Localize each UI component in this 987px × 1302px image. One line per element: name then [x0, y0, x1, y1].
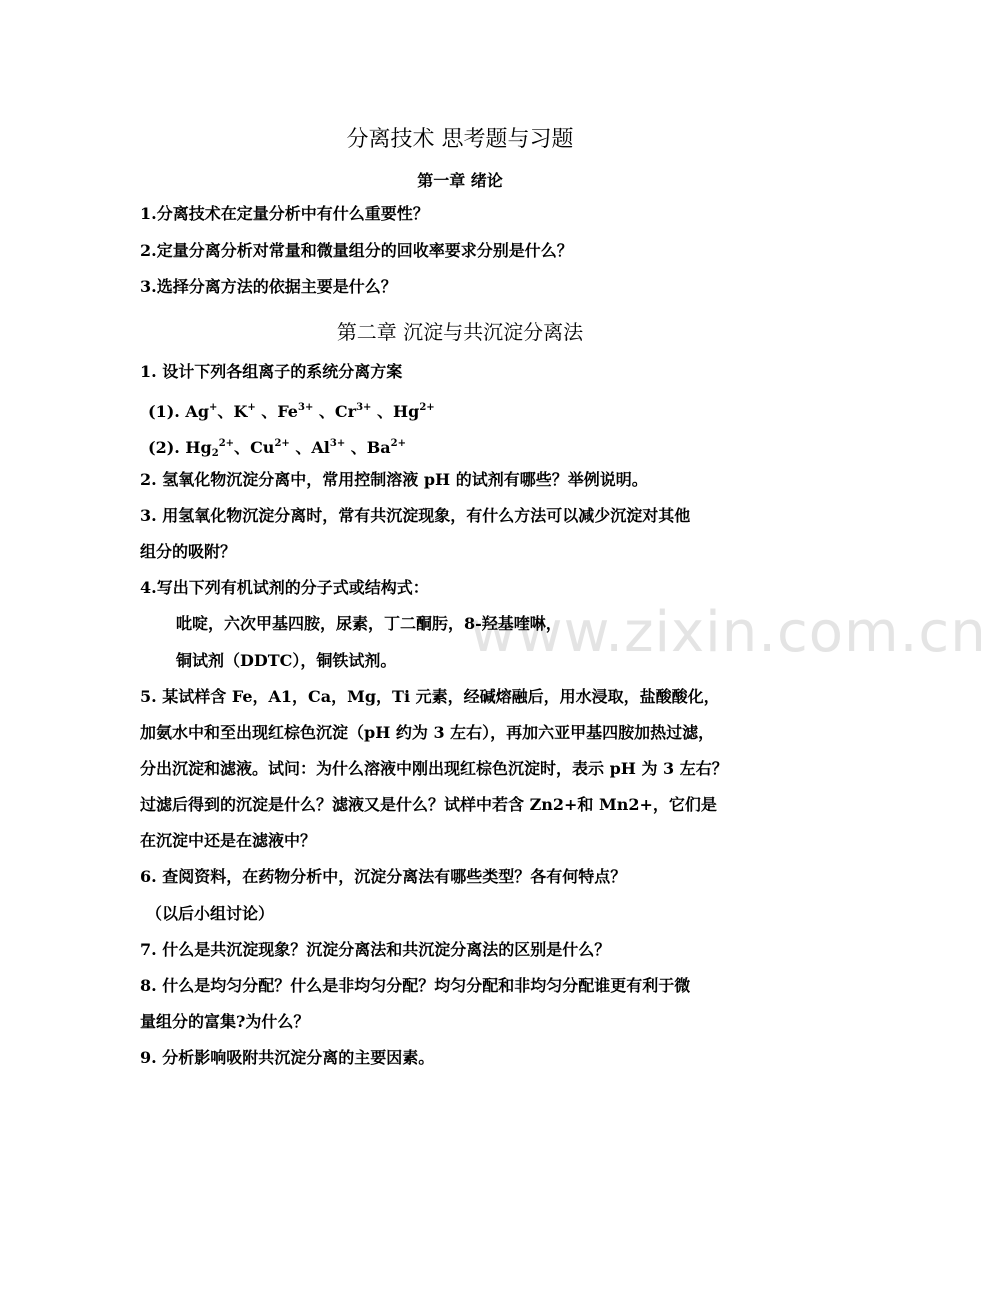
separator: 、 [345, 438, 367, 457]
chapter2-question-8-line-1: 8. 什么是均匀分配？什么是非均匀分配？均匀分配和非均匀分配谁更有利于微 [140, 976, 691, 995]
ion: Fe [277, 402, 298, 421]
chapter2-question-3-line-1: 3. 用氢氧化物沉淀分离时，常有共沉淀现象，有什么方法可以减少沉淀对其他 [140, 506, 691, 525]
ion: K [233, 402, 248, 421]
ion-charge: 2+ [274, 438, 290, 449]
ion-group-1 [148, 398, 798, 422]
ion-group-1-label: (1). [148, 402, 186, 421]
ion-charge: + [247, 402, 256, 413]
ion: Ag [185, 402, 210, 421]
chapter1-question-1: 1.分离技术在定量分析中有什么重要性？ [140, 204, 429, 223]
separator: 、 [371, 402, 393, 421]
chapter1-question-2: 2.定量分离分析对常量和微量组分的回收率要求分别是什么？ [140, 241, 573, 260]
chapter2-question-5-line-3: 分出沉淀和滤液。试问：为什么溶液中刚出现红棕色沉淀时，表示 pH 为 3 左右？ [140, 759, 728, 778]
ion: Hg [185, 438, 212, 457]
chapter2-heading: 第二章 沉淀与共沉淀分离法 [336, 320, 584, 344]
chapter2-question-9: 9. 分析影响吸附共沉淀分离的主要因素。 [140, 1048, 435, 1067]
chapter2-question-5-line-4: 过滤后得到的沉淀是什么？滤液又是什么？试样中若含 Zn2+和 Mn2+，它们是 [140, 795, 717, 814]
chapter2-question-8-line-2: 量组分的富集?为什么？ [140, 1012, 310, 1031]
chapter1-question-3: 3.选择分离方法的依据主要是什么？ [140, 277, 397, 296]
chapter2-question-5-line-5: 在沉淀中还是在滤液中？ [140, 831, 317, 850]
chapter2-question-4-reagents-2: 铜试剂（DDTC），铜铁试剂。 [176, 651, 397, 670]
chapter1-heading: 第一章 绪论 [417, 171, 503, 190]
chapter2-question-5-line-2: 加氨水中和至出现红棕色沉淀（pH 约为 3 左右），再加六亚甲基四胺加热过滤， [140, 723, 715, 742]
ion-charge: 3+ [356, 402, 372, 413]
separator: 、 [234, 438, 251, 457]
watermark: www.zixin.com.cn [470, 600, 987, 665]
chapter2-question-2: 2. 氢氧化物沉淀分离中，常用控制溶液 pH 的试剂有哪些？举例说明。 [140, 470, 648, 489]
chapter2-question-3-line-2: 组分的吸附？ [140, 542, 237, 561]
ion: Al [311, 438, 330, 457]
ion-charge: 2+ [218, 438, 235, 449]
separator: 、 [313, 402, 335, 421]
ion-charge: + [209, 402, 218, 413]
ion-group-2 [148, 434, 798, 464]
chapter2-question-6: 6. 查阅资料，在药物分析中，沉淀分离法有哪些类型？各有何特点？ [140, 867, 627, 886]
chapter2-question-6-note: （以后小组讨论） [146, 904, 275, 923]
ion-charge: 2+ [419, 402, 435, 413]
ion-group-2-label: (2). [148, 438, 186, 457]
ion: Ba [366, 438, 391, 457]
ion-charge: 3+ [297, 402, 314, 413]
ion-charge: 3+ [329, 438, 346, 449]
separator: 、 [289, 438, 312, 457]
document-title: 分离技术 思考题与习题 [346, 127, 574, 152]
chapter2-question-4-reagents-1: 吡啶，六次甲基四胺，尿素，丁二酮肟，8-羟基喹啉， [176, 614, 562, 633]
chapter2-question-4: 4.写出下列有机试剂的分子式或结构式： [140, 578, 429, 597]
chapter2-question-7: 7. 什么是共沉淀现象？沉淀分离法和共沉淀分离法的区别是什么？ [140, 940, 611, 959]
chapter2-question-5-line-1: 5. 某试样含 Fe，A1，Ca，Mg，Ti 元素，经碱熔融后，用水浸取，盐酸酸化， [140, 687, 720, 706]
ion: Hg [393, 402, 420, 421]
separator: 、 [255, 402, 278, 421]
separator: 、 [217, 402, 234, 421]
ion: Cr [334, 402, 357, 421]
chapter2-question-1: 1. 设计下列各组离子的系统分离方案 [140, 362, 403, 381]
ion-charge: 2+ [390, 438, 407, 449]
ion-subscript: 2 [211, 448, 219, 459]
ion: Cu [250, 438, 275, 457]
